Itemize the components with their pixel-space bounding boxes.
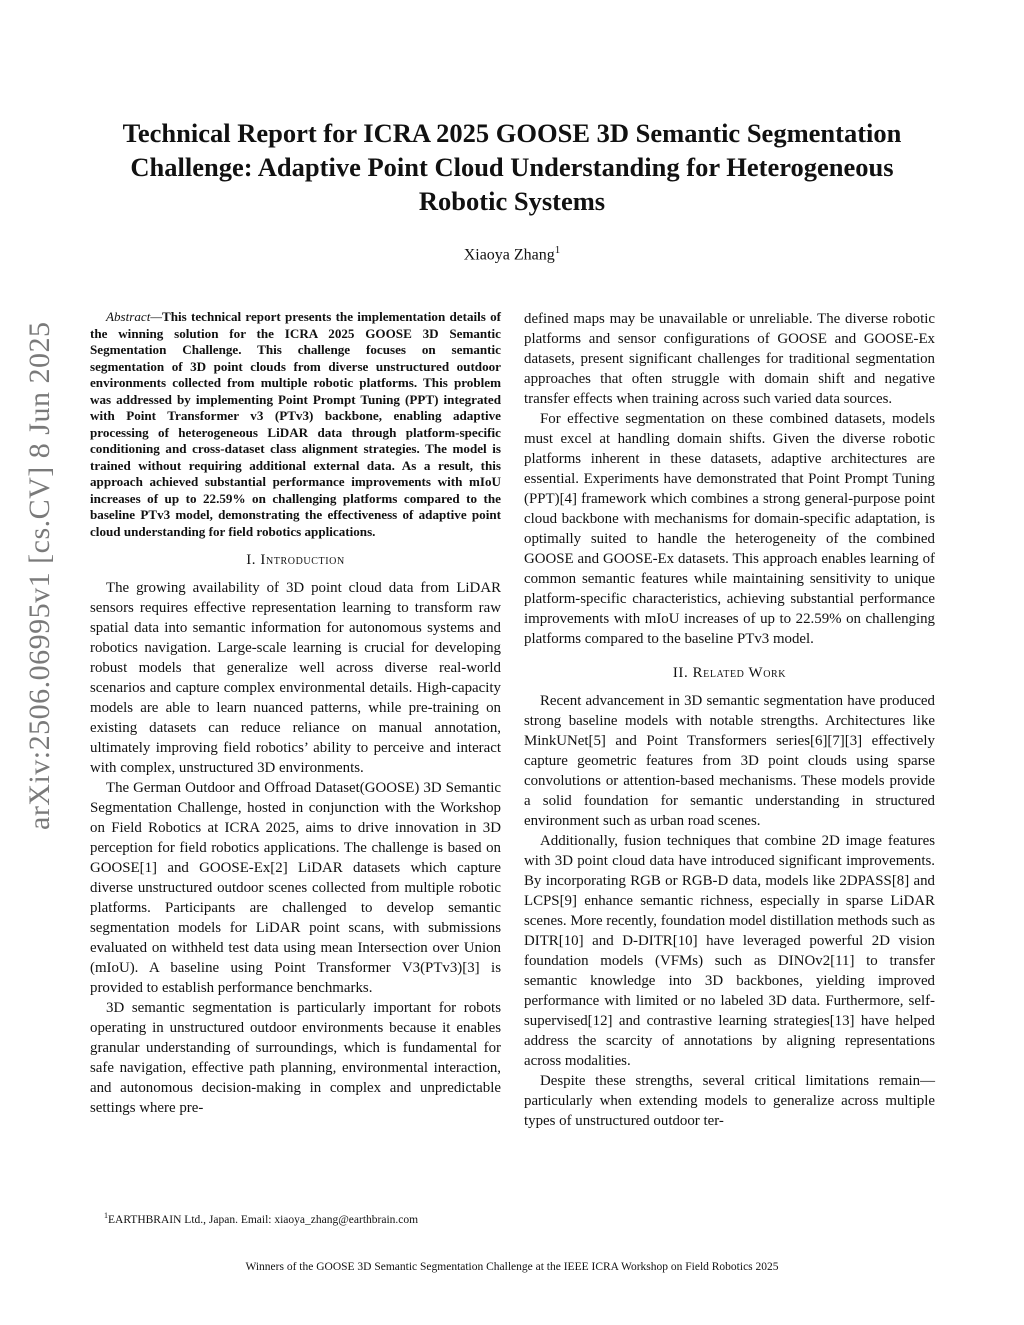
footnote bbox=[90, 1211, 501, 1226]
paragraph: defined maps may be unavailable or unreliable. The diverse robotic platforms and sensor configurations of GOOSE and GOOSE-Ex datasets, present significant challenges for traditional segmentation approaches that often struggle with domain shift and negative transfer effects when training across such varied data sources. bbox=[524, 311, 935, 407]
right-column bbox=[524, 309, 935, 1131]
abstract-text: This technical report presents the implementation details of the winning solution for the ICRA 2025 GOOSE 3D Semantic Segmentation Challenge. This challenge focuses on semantic segmentation of 3D point clouds from diverse unstructured outdoor environments collected from multiple robotic platforms. This problem was addressed by implementing Point Prompt Tuning (PPT) integrated with Point Transformer v3 (PTv3) backbone, enabling adaptive processing of heterogeneous LiDAR data through platform-specific conditioning and cross-dataset class alignment strategies. The model is trained without requiring additional external data. As a result, this approach achieved substantial performance improvements with mIoU increases of up to 22.59% on challenging platforms compared to the baseline PTv3 model, demonstrating the effectiveness of adaptive point cloud understanding for field robotics applications. bbox=[90, 309, 501, 539]
abstract-label: Abstract— bbox=[106, 309, 163, 324]
left-column bbox=[90, 309, 501, 1118]
abstract bbox=[90, 309, 501, 540]
paragraph: Additionally, fusion techniques that combine 2D image features with 3D point cloud data have introduced significant improvements. By incorporating RGB or RGB-D data, models like 2DPASS[8] and LCPS[9] enhance semantic richness, especially in sparse LiDAR scenes. More recently, foundation model distillation methods such as DITR[10] and D-DITR[10] have leveraged powerful 2D vision foundation models (VFMs) such as DINOv2[11] to transfer semantic knowledge into 3D backbones, yielding improved performance with limited or no labeled 3D data. Furthermore, self-supervised[12] and contrastive learning strategies[13] have helped address the scarcity of annotations by aligning representations across modalities. bbox=[524, 833, 935, 1069]
paper-title: Technical Report for ICRA 2025 GOOSE 3D Semantic Segmentation Challenge: Adaptive Point Cloud Understanding for Heterogeneous Robotic Systems bbox=[122, 118, 902, 216]
section-heading-introduction: I. Introduction bbox=[246, 552, 345, 568]
paragraph: For effective segmentation on these combined datasets, models must excel at handling domain shifts. Given the diverse robotic platforms inherent in these datasets, adaptive architectures are essential. Experiments have demonstrated that Point Prompt Tuning (PPT)[4] framework which combines a strong general-purpose point cloud backbone with mechanisms for domain-specific adaptation, is optimally suited to handle the heterogeneity of the combined GOOSE and GOOSE-Ex datasets. This approach enables learning of common semantic features while maintaining sensitivity to unique platform-specific characteristics, achieving substantial performance improvements with mIoU increases of up to 22.59% on challenging platforms compared to the baseline PTv3 model. bbox=[524, 411, 935, 647]
paragraph: Recent advancement in 3D semantic segmentation have produced strong baseline models with notable strengths. Architectures like MinkUNet[5] and Point Transformers series[6][7][3] effectively capture geometric features from 3D point clouds using sparse convolutions or attention-based mechanisms. These models provide a solid foundation for semantic understanding in structured environment such as urban road scenes. bbox=[524, 693, 935, 829]
section-heading-related-work: II. Related Work bbox=[672, 665, 787, 681]
author-line bbox=[90, 244, 934, 264]
author-name: Xiaoya Zhang bbox=[463, 246, 555, 264]
paragraph: The growing availability of 3D point cloud data from LiDAR sensors requires effective representation learning to transform raw spatial data into semantic information for autonomous systems and robotics navigation. Large-scale learning is crucial for developing robust models that generalize well across diverse real-world scenarios and capture complex environmental details. High-capacity models are able to learn nuanced patterns, while pre-training on existing datasets can reduce reliance on manual annotation, ultimately improving field robotics’ ability to perceive and interact with complex, unstructured 3D environments. bbox=[90, 580, 501, 776]
page-footer: Winners of the GOOSE 3D Semantic Segmentation Challenge at the IEEE ICRA Workshop on Field Robotics 2025 bbox=[245, 1261, 779, 1273]
footnote-text: EARTHBRAIN Ltd., Japan. Email: xiaoya_zhang@earthbrain.com bbox=[108, 1213, 419, 1226]
author-affiliation-mark: 1 bbox=[554, 244, 561, 256]
arxiv-identifier: arXiv:2506.06995v1 [cs.CV] 8 Jun 2025 bbox=[23, 321, 56, 830]
paragraph: 3D semantic segmentation is particularly important for robots operating in unstructured outdoor environments because it enables granular understanding of surroundings, which is fundamental for safe navigation, effective path planning, environmental interaction, and autonomous decision-making in complex and unpredictable settings where pre- bbox=[90, 1000, 501, 1116]
footnote-mark: 1 bbox=[104, 1211, 108, 1220]
paragraph: Despite these strengths, several critical limitations remain—particularly when extending models to generalize across multiple types of unstructured outdoor ter- bbox=[524, 1073, 935, 1129]
paragraph: The German Outdoor and Offroad Dataset(GOOSE) 3D Semantic Segmentation Challenge, hosted in conjunction with the Workshop on Field Robotics at ICRA 2025, aims to drive innovation in 3D perception for field robotics applications. The challenge is based on GOOSE[1] and GOOSE-Ex[2] LiDAR datasets which capture diverse unstructured outdoor scenes collected from multiple robotic platforms. Participants are challenged to develop semantic segmentation models for LiDAR point scans, with submissions evaluated on withheld test data using mean Intersection over Union (mIoU). A baseline using Point Transformer V3(PTv3)[3] is provided to establish performance benchmarks. bbox=[90, 780, 501, 996]
